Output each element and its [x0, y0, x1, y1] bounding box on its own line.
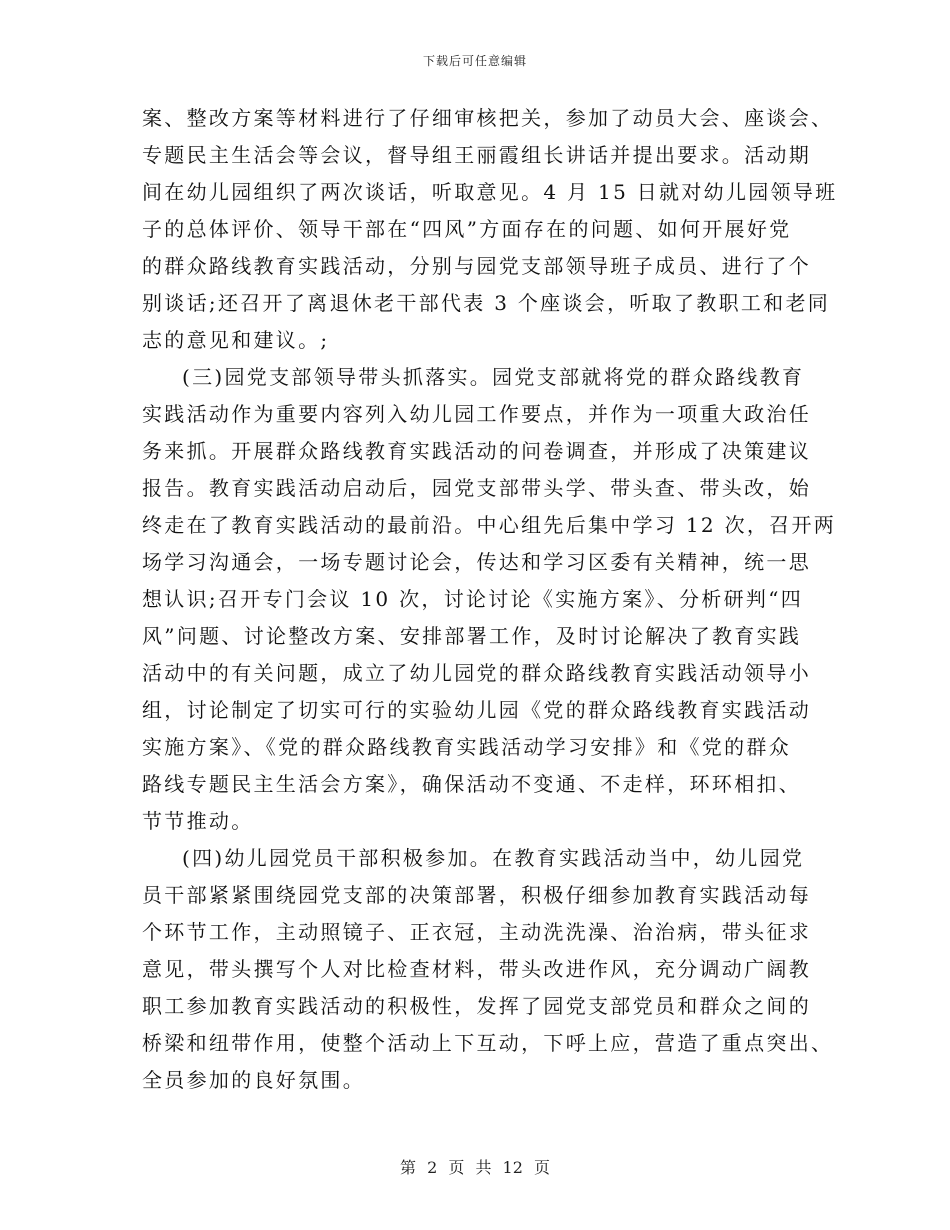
page-header: 下载后可任意编辑: [422, 54, 527, 68]
text-line: 间在幼儿园组织了两次谈话，听取意见。4 月 15 日就对幼儿园领导班: [142, 180, 838, 204]
text-line: 专题民主生活会等会议，督导组王丽霞组长讲话并提出要求。活动期: [142, 143, 811, 167]
text-line: 桥梁和纽带作用，使整个活动上下互动，下呼上应，营造了重点突出、: [142, 1031, 834, 1055]
text-line: 意见，带头撰写个人对比检查材料，带头改进作风，充分调动广阔教: [142, 957, 811, 981]
text-line: 个环节工作，主动照镜子、正衣冠，主动洗洗澡、治治病，带头征求: [142, 920, 811, 944]
page-footer: 第 2 页 共 12 页: [400, 1158, 550, 1177]
text-line: 的群众路线教育实践活动，分别与园党支部领导班子成员、进行了个: [142, 254, 811, 278]
text-line: 实施方案》、《党的群众路线教育实践活动学习安排》和《党的群众: [142, 735, 791, 759]
text-line: 终走在了教育实践活动的最前沿。中心组先后集中学习 12 次，召开两: [142, 513, 837, 537]
text-line: 场学习沟通会，一场专题讨论会，传达和学习区委有关精神，统一思: [142, 550, 811, 574]
text-line: 风”问题、讨论整改方案、安排部署工作，及时讨论解决了教育实践: [142, 624, 802, 648]
paragraph-start-section-4: (四)幼儿园党员干部积极参加。在教育实践活动当中，幼儿园党: [182, 846, 805, 870]
text-line: 活动中的有关问题，成立了幼儿园党的群众路线教育实践活动领导小: [142, 661, 811, 685]
text-line: 组，讨论制定了切实可行的实验幼儿园《党的群众路线教育实践活动: [142, 698, 811, 722]
text-line: 别谈话;还召开了离退休老干部代表 3 个座谈会，听取了教职工和老同: [142, 291, 831, 315]
text-line: 员干部紧紧围绕园党支部的决策部署，积极仔细参加教育实践活动每: [142, 883, 811, 907]
paragraph-start-section-3: (三)园党支部领导带头抓落实。园党支部就将党的群众路线教育: [182, 365, 805, 389]
text-line: 务来抓。开展群众路线教育实践活动的问卷调查，并形成了决策建议: [142, 439, 811, 463]
text-line: 子的总体评价、领导干部在“四风”方面存在的问题、如何开展好党: [142, 217, 792, 241]
text-line: 报告。教育实践活动启动后，园党支部带头学、带头查、带头改，始: [142, 476, 811, 500]
text-line: 全员参加的良好氛围。: [142, 1068, 365, 1092]
text-line: 志的意见和建议。;: [142, 328, 330, 352]
text-line: 案、整改方案等材料进行了仔细审核把关，参加了动员大会、座谈会、: [142, 106, 834, 130]
text-line: 想认识;召开专门会议 10 次，讨论讨论《实施方案》、分析研判“四: [142, 587, 804, 611]
text-line: 实践活动作为重要内容列入幼儿园工作要点，并作为一项重大政治任: [142, 402, 811, 426]
text-line: 职工参加教育实践活动的积极性，发挥了园党支部党员和群众之间的: [142, 994, 811, 1018]
text-line: 路线专题民主生活会方案》，确保活动不变通、不走样，环环相扣、: [142, 772, 801, 796]
document-body: [142, 100, 838, 1099]
text-line: 节节推动。: [142, 809, 254, 833]
